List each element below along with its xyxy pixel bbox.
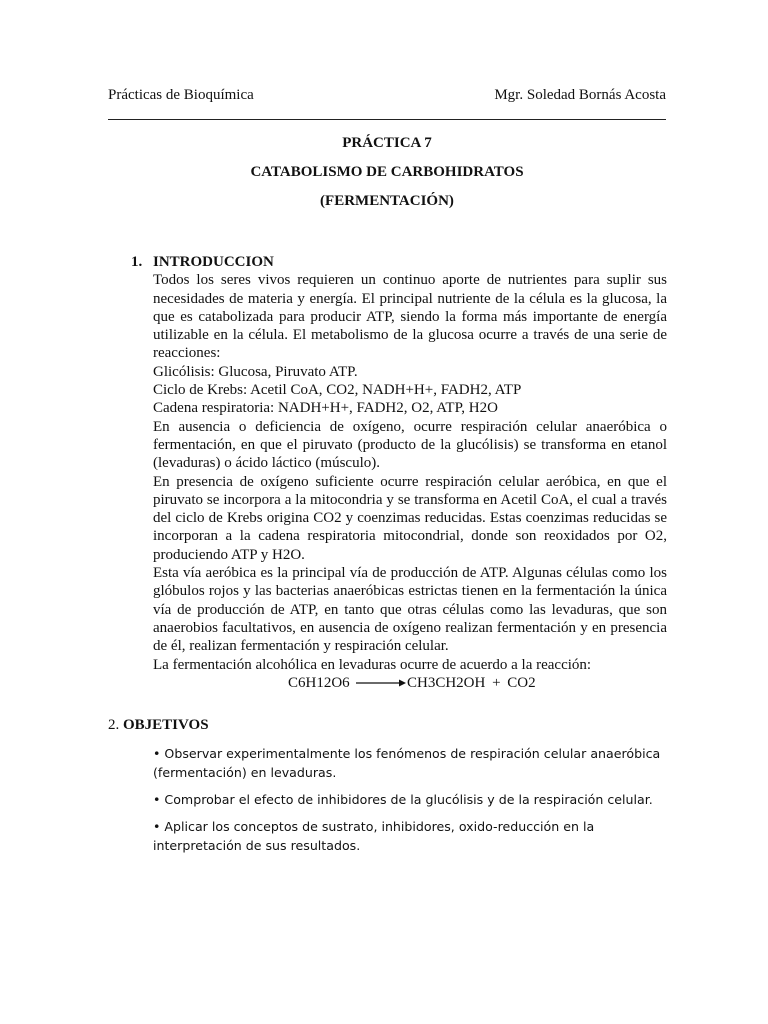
intro-paragraph-4: Esta vía aeróbica es la principal vía de producción de ATP. Algunas células como los glóbulos rojos y las bacterias anaeróbicas estrictas tienen en la fermentación la única vía de producción de ATP, en tanto que otras células como las levaduras, que son anaerobios facultativos, en ausencia de oxígeno realizan fermentación y en presencia de él, realizan fermentación y respiración celular. (153, 565, 667, 655)
intro-paragraph-3: En presencia de oxígeno suficiente ocurre respiración celular aeróbica, en que el piruvato se incorpora a la mitocondria y se transforma en Acetil CoA, el cual a través del ciclo de Krebs origina CO2 y coenzimas reducidas. Estas coenzimas reducidas se incorporan a la cadena respiratoria mitocondrial, donde son reoxidados por O2, produciendo ATP y H2O. (153, 473, 667, 563)
section-heading-text: OBJETIVOS (123, 717, 209, 733)
section-introduction (131, 253, 667, 694)
introduction-heading (131, 253, 667, 271)
section-number: 2. (108, 717, 120, 733)
reaction-intro-line: La fermentación alcohólica en levaduras ocurre de acuerdo a la reacción: (153, 656, 592, 673)
respiratory-chain-line: Cadena respiratoria: NADH+H+, FADH2, O2, ATP, H2O (153, 400, 498, 417)
page-header (108, 86, 666, 104)
glycolysis-line: Glicólisis: Glucosa, Piruvato ATP. (153, 363, 358, 380)
objectives-list (153, 744, 667, 863)
intro-paragraph-1: Todos los seres vivos requieren un continuo aporte de nutrientes para suplir sus necesidades de materia y energía. El principal nutriente de la célula es la glucosa, la que es catabolizada para producir ATP, siendo la forma más importante de energía utilizable en la célula. El metabolismo de la glucosa ocurre a través de una serie de reacciones: (153, 272, 667, 362)
section-heading-text: INTRODUCCION (153, 254, 274, 270)
header-author: Mgr. Soledad Bornás Acosta (494, 87, 666, 103)
intro-paragraph-2: En ausencia o deficiencia de oxígeno, ocurre respiración celular anaeróbica o fermentación, en que el piruvato (producto de la glucólisis) se transforma en etanol (levaduras) o ácido láctico (músculo). (153, 418, 667, 472)
header-course: Prácticas de Bioquímica (108, 87, 254, 103)
equation-reactant: C6H12O6 (288, 674, 350, 691)
fermentation-equation (153, 674, 667, 694)
objective-item: • Observar experimentalmente los fenómenos de respiración celular anaeróbica (fermentación) en levaduras. (153, 746, 661, 780)
objective-item: • Comprobar el efecto de inhibidores de la glucólisis y de la respiración celular. (153, 792, 653, 807)
section-objectives-heading (108, 716, 668, 734)
practice-title: PRÁCTICA 7 (342, 135, 432, 151)
introduction-body (153, 271, 667, 694)
title-block (108, 134, 666, 221)
subtopic-title: (FERMENTACIÓN) (320, 193, 454, 209)
topic-title: CATABOLISMO DE CARBOHIDRATOS (250, 164, 524, 180)
section-number: 1. (131, 254, 143, 270)
krebs-line: Ciclo de Krebs: Acetil CoA, CO2, NADH+H+, FADH2, ATP (153, 382, 522, 399)
equation-products: CH3CH2OH + CO2 (407, 674, 536, 691)
reaction-arrow-icon (356, 678, 406, 688)
header-rule (108, 119, 666, 120)
objective-item: • Aplicar los conceptos de sustrato, inhibidores, oxido-reducción en la interpretación de sus resultados. (153, 819, 595, 853)
